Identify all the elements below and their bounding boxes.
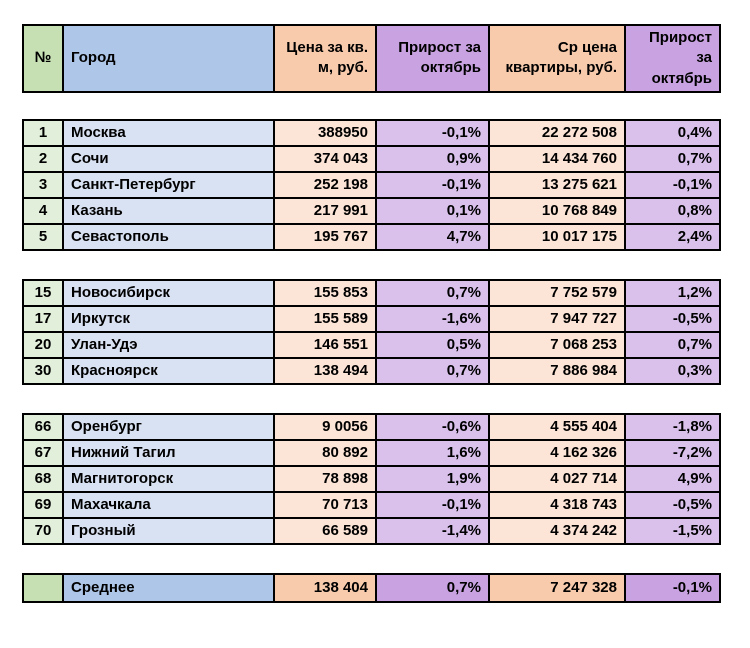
price-per-sqm-cell: 388950 <box>274 120 376 146</box>
city-cell: Новосибирск <box>63 280 274 306</box>
city-cell: Санкт-Петербург <box>63 172 274 198</box>
table-row <box>23 172 720 198</box>
rank-cell <box>23 574 63 602</box>
rank-cell: 3 <box>23 172 63 198</box>
rank-cell: 70 <box>23 518 63 544</box>
table-row <box>23 120 720 146</box>
avg-apartment-price-cell: 4 027 714 <box>489 466 625 492</box>
price-growth-october-cell: -0,1% <box>376 172 489 198</box>
table-row <box>23 358 720 384</box>
mid-cities-block-table <box>22 279 721 385</box>
price-per-sqm-cell: 66 589 <box>274 518 376 544</box>
rank-cell: 67 <box>23 440 63 466</box>
avg-apartment-price-cell: 22 272 508 <box>489 120 625 146</box>
rank-header-cell: № <box>23 25 63 92</box>
table-row <box>23 414 720 440</box>
city-cell: Москва <box>63 120 274 146</box>
rank-cell: 30 <box>23 358 63 384</box>
price-growth-october-cell: -1,4% <box>376 518 489 544</box>
table-row <box>23 518 720 544</box>
price-per-sqm-cell: 70 713 <box>274 492 376 518</box>
city-cell: Махачкала <box>63 492 274 518</box>
price-per-sqm-cell: 78 898 <box>274 466 376 492</box>
table-row <box>23 280 720 306</box>
avg-price-growth-october-cell: 0,7% <box>625 146 720 172</box>
price-growth-october-cell: -0,6% <box>376 414 489 440</box>
avg-apartment-price-cell: 7 947 727 <box>489 306 625 332</box>
avg-price-growth-october-header-cell: Прирост за октябрь <box>625 25 720 92</box>
rank-cell: 17 <box>23 306 63 332</box>
rank-cell: 20 <box>23 332 63 358</box>
city-cell: Улан-Удэ <box>63 332 274 358</box>
avg-price-growth-october-cell: 0,7% <box>625 332 720 358</box>
avg-price-growth-october-cell: -1,8% <box>625 414 720 440</box>
price-per-sqm-header-cell: Цена за кв. м, руб. <box>274 25 376 92</box>
city-cell: Красноярск <box>63 358 274 384</box>
city-header-cell: Город <box>63 25 274 92</box>
city-cell: Сочи <box>63 146 274 172</box>
avg-apartment-price-cell: 7 752 579 <box>489 280 625 306</box>
price-growth-october-cell: 4,7% <box>376 224 489 250</box>
table-row <box>23 25 720 92</box>
city-cell: Оренбург <box>63 414 274 440</box>
avg-price-growth-october-cell: 0,3% <box>625 358 720 384</box>
price-growth-october-cell: 0,7% <box>376 280 489 306</box>
avg-price-growth-october-cell: 2,4% <box>625 224 720 250</box>
avg-price-growth-october-cell: 0,4% <box>625 120 720 146</box>
price-per-sqm-cell: 80 892 <box>274 440 376 466</box>
avg-price-growth-october-cell: -1,5% <box>625 518 720 544</box>
average-summary-table <box>22 573 721 603</box>
avg-apartment-price-cell: 13 275 621 <box>489 172 625 198</box>
table-row <box>23 332 720 358</box>
avg-price-growth-october-cell: -0,1% <box>625 574 720 602</box>
rank-cell: 4 <box>23 198 63 224</box>
city-cell: Среднее <box>63 574 274 602</box>
avg-price-growth-october-cell: -0,1% <box>625 172 720 198</box>
avg-price-growth-october-cell: -7,2% <box>625 440 720 466</box>
table-row <box>23 466 720 492</box>
avg-price-growth-october-cell: 1,2% <box>625 280 720 306</box>
avg-price-growth-october-cell: 4,9% <box>625 466 720 492</box>
table-row <box>23 574 720 602</box>
price-growth-october-cell: -0,1% <box>376 120 489 146</box>
price-per-sqm-cell: 138 494 <box>274 358 376 384</box>
price-growth-october-cell: 1,6% <box>376 440 489 466</box>
rank-cell: 1 <box>23 120 63 146</box>
avg-apartment-price-cell: 4 162 326 <box>489 440 625 466</box>
price-per-sqm-cell: 217 991 <box>274 198 376 224</box>
avg-apartment-price-header-cell: Ср цена квартиры, руб. <box>489 25 625 92</box>
avg-apartment-price-cell: 7 247 328 <box>489 574 625 602</box>
avg-apartment-price-cell: 7 068 253 <box>489 332 625 358</box>
price-growth-october-cell: 0,1% <box>376 198 489 224</box>
price-growth-october-cell: 0,9% <box>376 146 489 172</box>
rank-cell: 66 <box>23 414 63 440</box>
price-per-sqm-cell: 155 589 <box>274 306 376 332</box>
price-growth-october-cell: 0,5% <box>376 332 489 358</box>
price-per-sqm-cell: 195 767 <box>274 224 376 250</box>
avg-apartment-price-cell: 10 768 849 <box>489 198 625 224</box>
rank-cell: 68 <box>23 466 63 492</box>
avg-apartment-price-cell: 4 555 404 <box>489 414 625 440</box>
city-cell: Казань <box>63 198 274 224</box>
table-row <box>23 146 720 172</box>
table-row <box>23 306 720 332</box>
avg-apartment-price-cell: 10 017 175 <box>489 224 625 250</box>
column-header-table <box>22 24 721 93</box>
price-growth-october-cell: 1,9% <box>376 466 489 492</box>
avg-price-growth-october-cell: -0,5% <box>625 492 720 518</box>
avg-apartment-price-cell: 14 434 760 <box>489 146 625 172</box>
city-cell: Магнитогорск <box>63 466 274 492</box>
avg-apartment-price-cell: 4 318 743 <box>489 492 625 518</box>
price-per-sqm-cell: 146 551 <box>274 332 376 358</box>
table-row <box>23 224 720 250</box>
avg-apartment-price-cell: 4 374 242 <box>489 518 625 544</box>
price-per-sqm-cell: 252 198 <box>274 172 376 198</box>
price-growth-october-cell: -0,1% <box>376 492 489 518</box>
rank-cell: 5 <box>23 224 63 250</box>
bottom-cities-block-table <box>22 413 721 545</box>
avg-apartment-price-cell: 7 886 984 <box>489 358 625 384</box>
rank-cell: 15 <box>23 280 63 306</box>
city-cell: Севастополь <box>63 224 274 250</box>
table-row <box>23 440 720 466</box>
top-cities-block-table <box>22 119 721 251</box>
city-cell: Грозный <box>63 518 274 544</box>
price-per-sqm-cell: 374 043 <box>274 146 376 172</box>
city-cell: Нижний Тагил <box>63 440 274 466</box>
table-row <box>23 198 720 224</box>
rank-cell: 2 <box>23 146 63 172</box>
price-per-sqm-cell: 138 404 <box>274 574 376 602</box>
city-cell: Иркутск <box>63 306 274 332</box>
price-growth-october-cell: 0,7% <box>376 574 489 602</box>
price-growth-october-cell: 0,7% <box>376 358 489 384</box>
avg-price-growth-october-cell: -0,5% <box>625 306 720 332</box>
price-growth-october-cell: -1,6% <box>376 306 489 332</box>
price-per-sqm-cell: 9 0056 <box>274 414 376 440</box>
price-growth-october-header-cell: Прирост за октябрь <box>376 25 489 92</box>
table-row <box>23 492 720 518</box>
price-per-sqm-cell: 155 853 <box>274 280 376 306</box>
rank-cell: 69 <box>23 492 63 518</box>
avg-price-growth-october-cell: 0,8% <box>625 198 720 224</box>
